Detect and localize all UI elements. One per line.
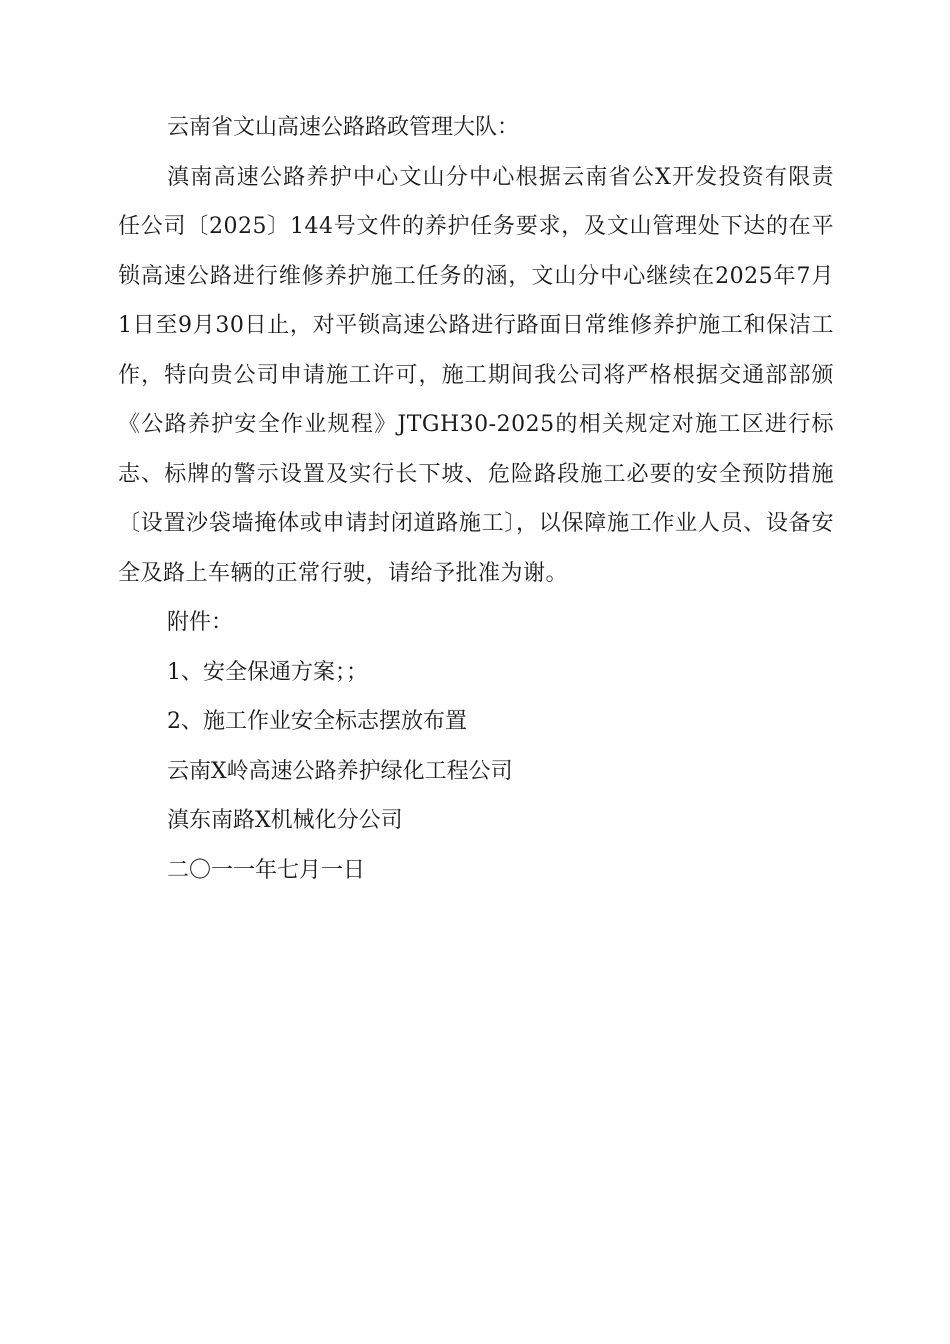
signatory-company-1: 云南X岭高速公路养护绿化工程公司: [167, 758, 513, 784]
letter-body: 滇南高速公路养护中心文山分中心根据云南省公X开发投资有限责任公司〔2025〕144号文件的养护任务要求，及文山管理处下达的在平锁高速公路进行维修养护施工任务的涵，文山分中心继续在2025年7月1日至9月30日止，对平锁高速公路进行路面日常维修养护施工和保洁工作，特向贵公司申请施工许可，施工期间我公司将严格根据交通部部颁《公路养护安全作业规程》JTGH30-2025的相关规定对施工区进行标志、标牌的警示设置及实行长下坡、危险路段施工必要的安全预防措施〔设置沙袋墙掩体或申请封闭道路施工〕，以保障施工作业人员、设备安全及路上车辆的正常行驶，请给予批准为谢。: [118, 164, 834, 586]
salutation: 云南省文山高速公路路政管理大队：: [167, 115, 520, 140]
signatory-company-2: 滇东南路X机械化分公司: [167, 808, 403, 833]
attachments-label: 附件：: [167, 610, 234, 635]
letter-date: 二〇一一年七月一日: [167, 857, 366, 883]
letter-content: [118, 103, 834, 895]
attachment-item-2: 2、施工作业安全标志摆放布置: [167, 709, 467, 734]
attachment-item-1: 1、安全保通方案；；: [167, 659, 368, 685]
